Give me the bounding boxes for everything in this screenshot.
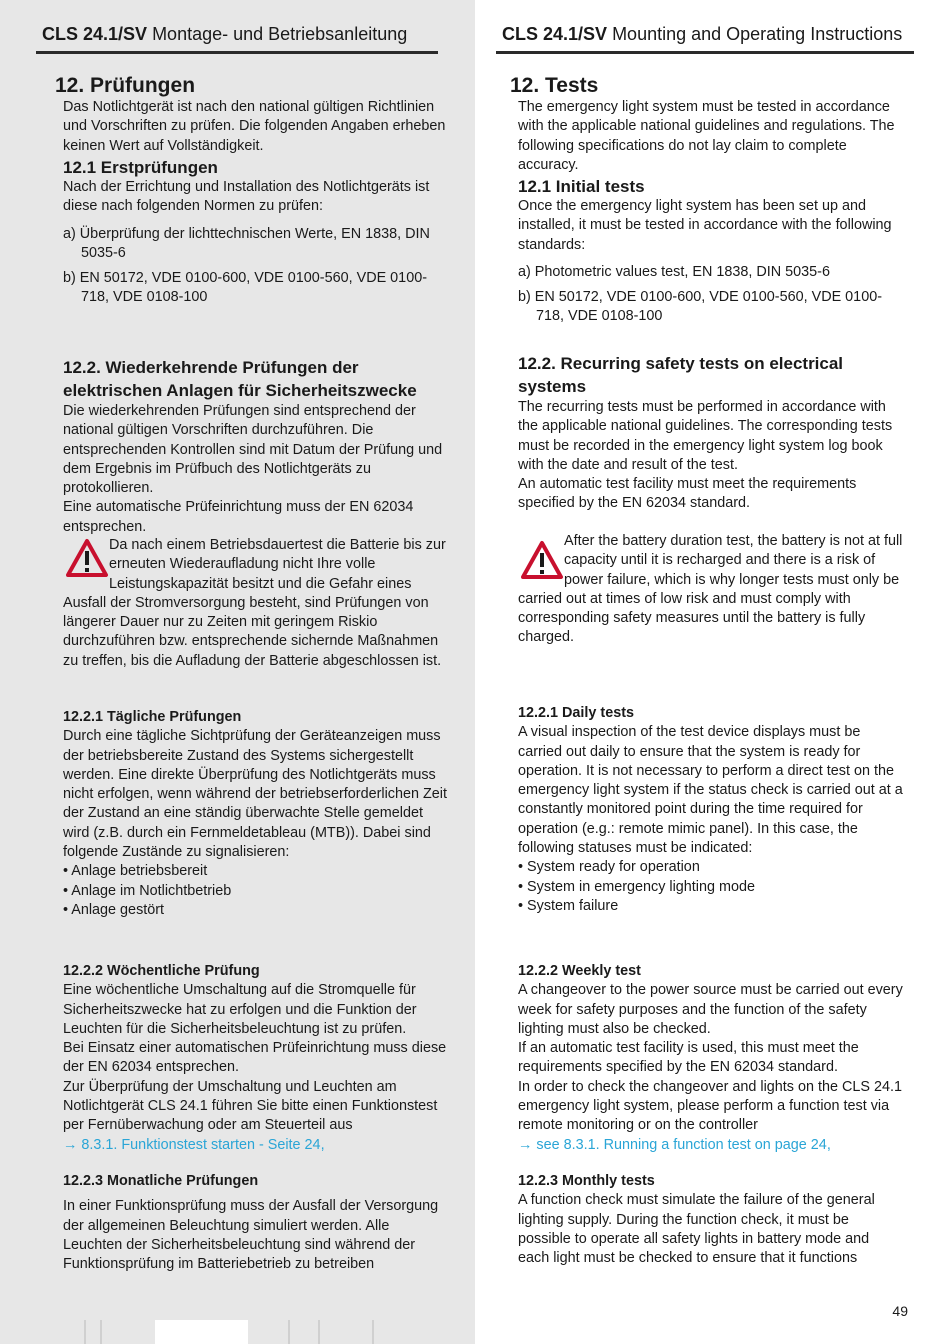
footer-decoration (84, 1320, 86, 1344)
subsection-text: The recurring tests must be performed in accordance with the applicable national guidelines. The corresponding tests must be recorded in the emergency light system log book with the date and result of the test. (518, 399, 893, 473)
header-right-title: Mounting and Operating Instructions (612, 24, 903, 44)
subsection-text: Once the emergency light system has been set up and installed, it must be tested in accordance with the following standards: (518, 198, 892, 253)
section-121-right (518, 177, 903, 333)
subsection-text: Nach der Errichtung und Installation des Notlichtgeräts ist diese nach folgenden Normen zu prüfen: (63, 179, 430, 215)
subsection-text: Durch eine tägliche Sichtprüfung der Geräteanzeigen muss der betriebsbereite Zustand des Systems sichergestellt werden. Eine direkte Überprüfung des Notlichtgeräts muss nicht erfolgen, wenn während der betriebserforderlichen Zeit der Zustand an eine ständig überwachte Stelle gemeldet wird (z.B. durch ein Fernmeldetableau (MTB)). Dabei sind folgende Zustände zu signalisieren: (63, 728, 447, 861)
subsection-title: 12.2.1 Daily tests (518, 705, 634, 721)
standards-list (63, 225, 448, 308)
footer-decoration (318, 1320, 320, 1344)
section-1221-right (518, 704, 903, 916)
status-list (63, 862, 448, 920)
subsection-text: An automatic test facility must meet the requirements specified by the EN 62034 standard. (518, 476, 857, 512)
list-item: a) Überprüfung der lichttechnischen Werte, EN 1838, DIN 5035-6 (63, 225, 430, 261)
section-12-left (55, 74, 448, 156)
warning-right (518, 532, 903, 648)
warning-left (63, 536, 448, 671)
subsection-text: Die wiederkehrenden Prüfungen sind entsprechend der national gültigen Vorschriften durchzuführen. Die entsprechenden Kontrollen sind mit Datum der Prüfung und dem Ergebnis im Prüfbuch des Notlichtgeräts zu protokollieren. (63, 403, 443, 497)
warning-text: Da nach einem Betriebsdauertest die Batterie bis zur erneuten Wiederaufladung nicht Ihre volle Leistungskapazität besitzt und die Gefahr eines Ausfall der Stromversorgung besteht, sind Prüfungen von längerer Dauer nur zu Zeiten mit geringem Riskio durchzuführen bzw. entsprechende sichernde Maßnahmen zu treffen, bis die Aufladung der Batterie abgeschlossen ist. (63, 537, 446, 669)
section-intro: The emergency light system must be tested in accordance with the applicable national guidelines and regulations. The following specifications do not lay claim to complete accuracy. (518, 99, 895, 173)
subsection-text: Bei Einsatz einer automatischen Prüfeinrichtung muss diese der EN 62034 entsprechen. (63, 1040, 447, 1076)
section-1222-left (63, 962, 448, 1155)
subsection-text: A function check must simulate the failure of the general lighting supply. During the function check, it must be possible to operate all safety lights in battery mode and each light must be checked to ensure that it functions (518, 1192, 875, 1267)
list-item: b) EN 50172, VDE 0100-600, VDE 0100-560, VDE 0100-718, VDE 0108-100 (63, 270, 427, 306)
section-title: 12. Tests (510, 74, 599, 97)
section-1223-left (63, 1172, 448, 1274)
footer-decoration (155, 1320, 248, 1344)
header-left-code: CLS 24.1/SV (42, 24, 148, 44)
subsection-text: In einer Funktionsprüfung muss der Ausfall der Versorgung der allgemeinen Beleuchtung simuliert werden. Alle Leuchten der Sicherheitsbeleuchtung sind während der Funktionsprüfung im Batteriebetrieb zu betreiben (63, 1198, 439, 1273)
list-item: • Anlage gestört (63, 901, 448, 920)
section-1221-left (63, 708, 448, 920)
section-12-right (510, 74, 903, 175)
header-right (496, 24, 914, 54)
header-right-code: CLS 24.1/SV (502, 24, 608, 44)
header-left (36, 24, 438, 54)
section-122-left (63, 356, 448, 537)
section-1223-right (518, 1172, 903, 1268)
subsection-title: 12.1 Initial tests (518, 177, 645, 196)
subsection-title: 12.2.2 Wöchentliche Prüfung (63, 963, 260, 979)
subsection-text: If an automatic test facility is used, this must meet the requirements specified by the EN 62034 standard. (518, 1040, 859, 1076)
section-1222-right (518, 962, 903, 1155)
subsection-text: Zur Überprüfung der Umschaltung und Leuchten am Notlichtgerät CLS 24.1 führen Sie bitte einen Funktionstest per Fernüberwachung oder am Steuerteil aus (63, 1078, 438, 1134)
section-122-right (518, 352, 903, 514)
subsection-text: Eine wöchentliche Umschaltung auf die Stromquelle für Sicherheitszwecke hat zu erfolgen und die Funktion der Leuchten für die Sicherheitsbeleuchtung ist zu prüfen. (63, 982, 417, 1037)
subsection-text: A visual inspection of the test device displays must be carried out daily to ensure that the system is ready for operation. It is not necessary to perform a direct test on the emergency light system if the status check is carried out at a constantly monitored point during the time required for operation (e.g.: remote mimic panel). In this case, the following statuses must be indicated: (518, 724, 903, 857)
standards-list (518, 263, 903, 327)
subsection-title: 12.2.2 Weekly test (518, 963, 641, 979)
section-intro: Das Notlichtgerät ist nach den national gültigen Richtlinien und Vorschriften zu prüfen. Die folgenden Angaben erheben keinen Wert auf Vollständigkeit. (63, 99, 446, 154)
subsection-title: 12.2. Recurring safety tests on electrical systems (518, 354, 844, 396)
subsection-title: 12.2.1 Tägliche Prüfungen (63, 709, 242, 725)
subsection-title: 12.2.3 Monthly tests (518, 1173, 655, 1189)
footer-decoration (372, 1320, 374, 1344)
footer-decoration (288, 1320, 290, 1344)
header-left-title: Montage- und Betriebsanleitung (152, 24, 408, 44)
list-item: b) EN 50172, VDE 0100-600, VDE 0100-560, VDE 0100-718, VDE 0108-100 (518, 289, 882, 325)
list-item: • System ready for operation (518, 858, 903, 877)
section-121-left (63, 158, 448, 314)
subsection-title: 12.1 Erstprüfungen (63, 158, 218, 177)
list-item: • System in emergency lighting mode (518, 878, 903, 897)
subsection-title: 12.2.3 Monatliche Prüfungen (63, 1173, 259, 1189)
footer-decoration (100, 1320, 102, 1344)
list-item: a) Photometric values test, EN 1838, DIN 5035-6 (518, 263, 830, 280)
subsection-text: A changeover to the power source must be carried out every week for safety purposes and the function of the safety lighting must also be checked. (518, 982, 903, 1037)
subsection-title: 12.2. Wiederkehrende Prüfungen der elektrischen Anlagen für Sicherheitszwecke (63, 358, 417, 400)
list-item: • Anlage im Notlichtbetrieb (63, 882, 448, 901)
function-test-link[interactable]: → 8.3.1. Funktionstest starten - Seite 24, (63, 1136, 325, 1153)
subsection-text: In order to check the changeover and lights on the CLS 24.1 emergency light system, please perform a function test via remote monitoring or on the controller (518, 1078, 903, 1134)
list-item: • System failure (518, 897, 903, 916)
function-test-link[interactable]: → see 8.3.1. Running a function test on page 24, (518, 1136, 831, 1153)
list-item: • Anlage betriebsbereit (63, 862, 448, 881)
page-number: 49 (892, 1303, 908, 1319)
subsection-text: Eine automatische Prüfeinrichtung muss der EN 62034 entsprechen. (63, 499, 414, 535)
warning-text: After the battery duration test, the battery is not at full capacity until it is recharged and there is a risk of power failure, which is why longer tests must only be carried out at times of low risk and must comply with corresponding safety measures until the battery is fully charged. (518, 533, 903, 646)
status-list (518, 858, 903, 916)
section-title: 12. Prüfungen (55, 74, 196, 97)
